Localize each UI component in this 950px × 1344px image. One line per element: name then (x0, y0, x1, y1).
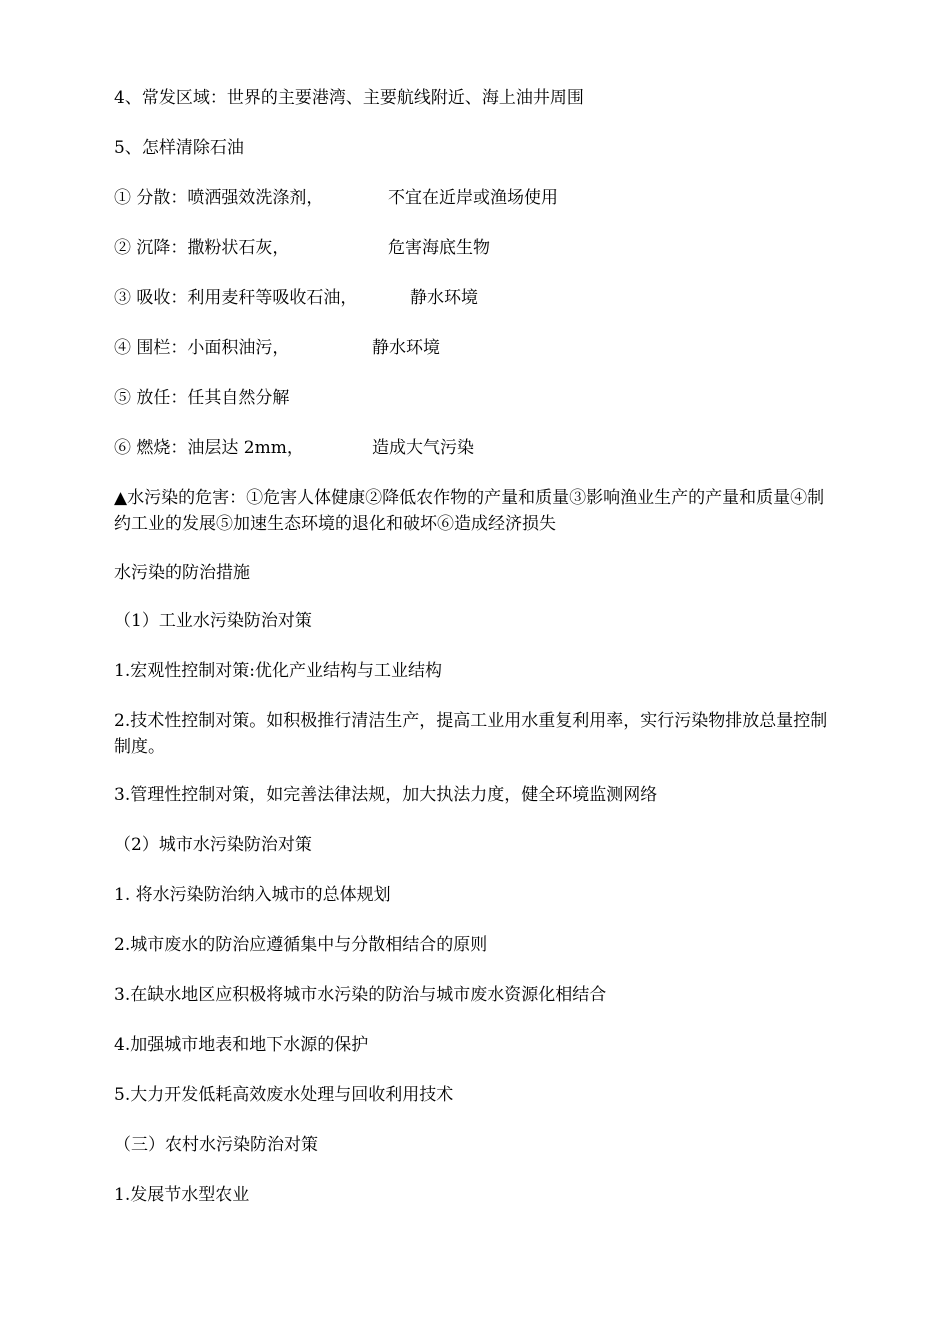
section-heading-measures: 水污染的防治措施 (114, 563, 250, 583)
city-item-4: 4.加强城市地表和地下水源的保护 (114, 1035, 369, 1055)
method-let-go: ⑤ 放任：任其自然分解 (114, 388, 290, 408)
text-line-how-to-remove: 5、怎样清除石油 (114, 138, 244, 158)
city-item-2: 2.城市废水的防治应遵循集中与分散相结合的原则 (114, 935, 488, 955)
industrial-item-1: 1.宏观性控制对策:优化产业结构与工业结构 (114, 661, 442, 681)
method-settle-note: 危害海底生物 (388, 238, 490, 258)
text-line-area: 4、常发区域：世界的主要港湾、主要航线附近、海上油井周围 (114, 88, 584, 108)
city-item-3: 3.在缺水地区应积极将城市水污染的防治与城市废水资源化相结合 (114, 985, 607, 1005)
section-heading-city: （2）城市水污染防治对策 (114, 835, 312, 855)
method-burn: ⑥ 燃烧：油层达 2mm， (114, 438, 304, 458)
city-item-1: 1. 将水污染防治纳入城市的总体规划 (114, 885, 391, 905)
hazard-paragraph: ▲水污染的危害：①危害人体健康②降低农作物的产量和质量③影响渔业生产的产量和质量④制约工业的发展⑤加速生态环境的退化和破坏⑥造成经济损失 (114, 488, 825, 534)
method-burn-note: 造成大气污染 (372, 438, 474, 458)
method-fence-note: 静水环境 (372, 338, 440, 358)
method-settle: ② 沉降：撒粉状石灰， (114, 238, 290, 258)
industrial-item-2: 2.技术性控制对策。如积极推行清洁生产，提高工业用水重复利用率，实行污染物排放总量控制制度。 (114, 711, 828, 757)
city-item-5: 5.大力开发低耗高效废水处理与回收利用技术 (114, 1085, 454, 1105)
industrial-item-3: 3.管理性控制对策，如完善法律法规，加大执法力度，健全环境监测网络 (114, 785, 658, 805)
rural-item-1: 1.发展节水型农业 (114, 1185, 250, 1205)
method-disperse: ① 分散：喷洒强效洗涤剂， (114, 188, 324, 208)
method-absorb: ③ 吸收：利用麦秆等吸收石油， (114, 288, 358, 308)
section-heading-industrial: （1）工业水污染防治对策 (114, 611, 312, 631)
method-disperse-note: 不宜在近岸或渔场使用 (388, 188, 558, 208)
method-fence: ④ 围栏：小面积油污， (114, 338, 290, 358)
method-absorb-note: 静水环境 (410, 288, 478, 308)
section-heading-rural: （三）农村水污染防治对策 (114, 1135, 318, 1155)
